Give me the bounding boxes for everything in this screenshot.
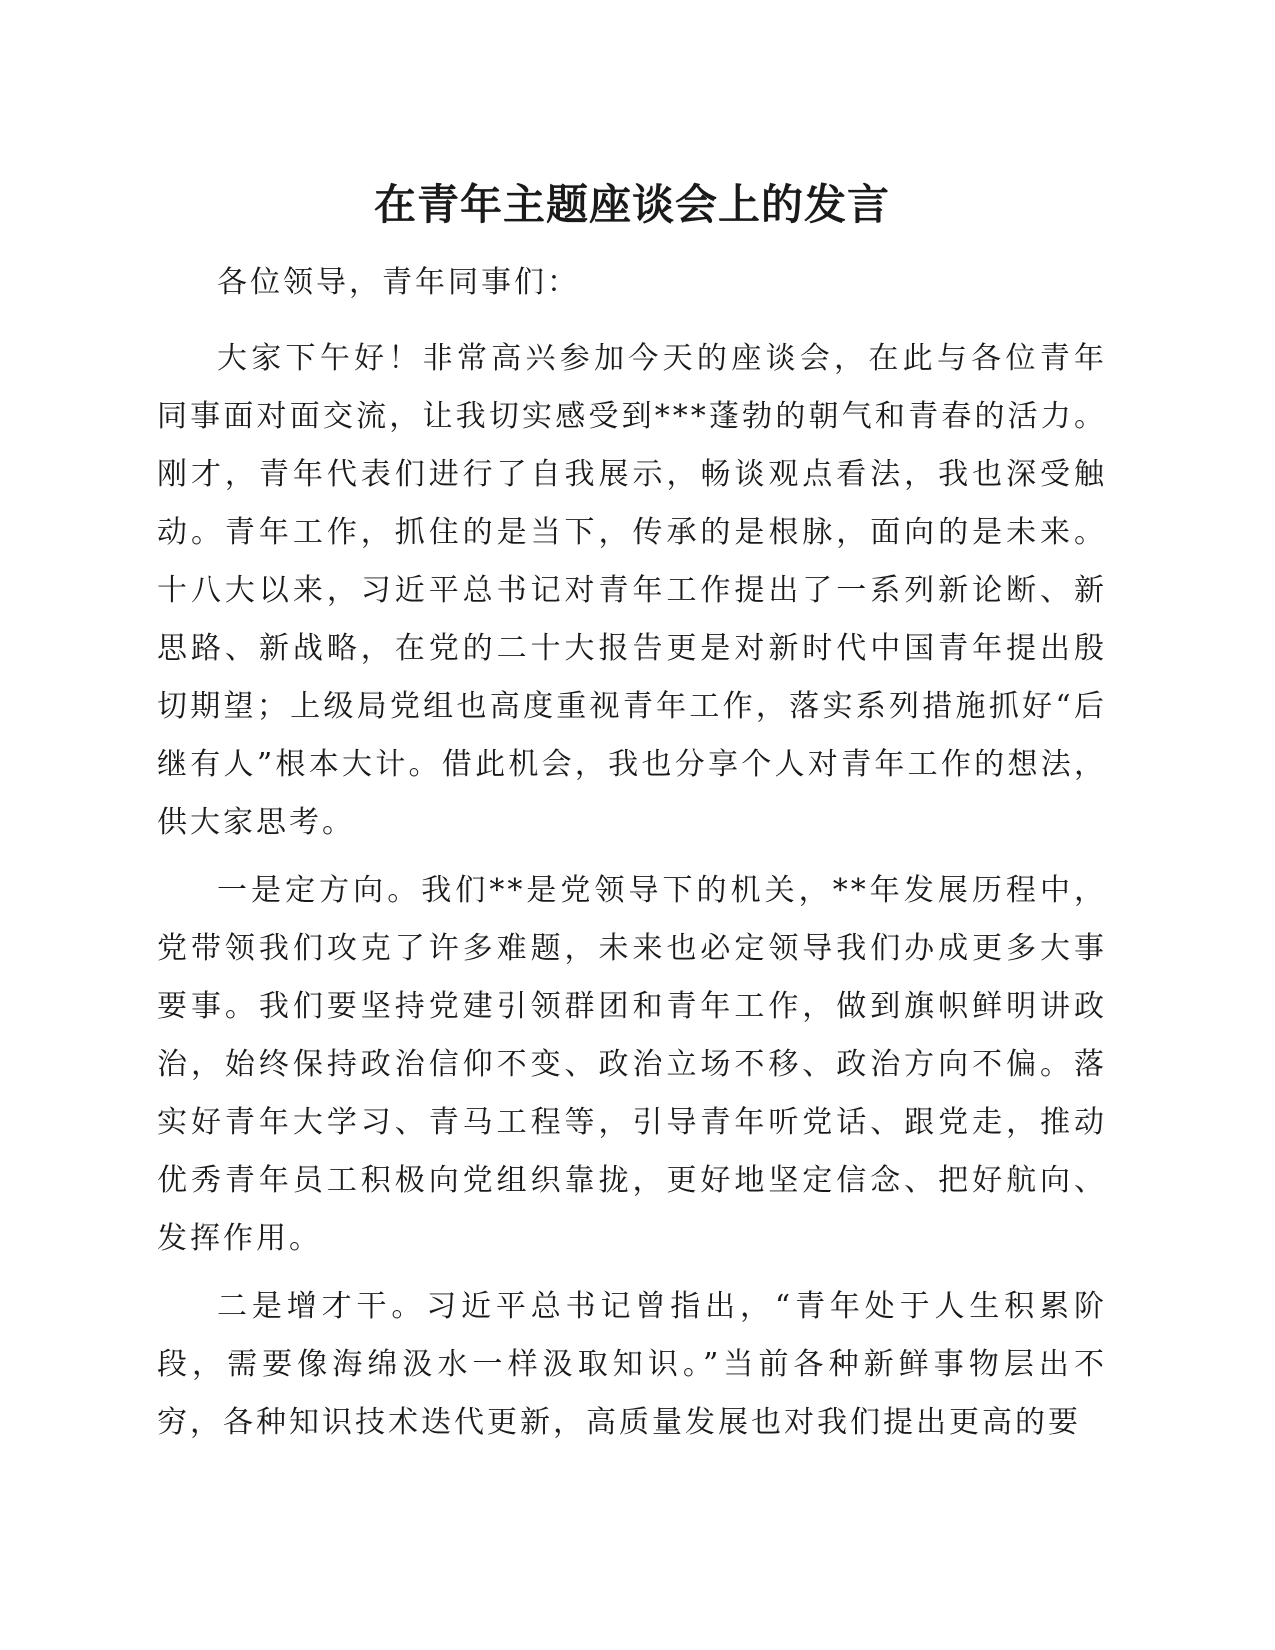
paragraph-direction: 一是定方向。我们**是党领导下的机关，**年发展历程中，党带领我们攻克了许多难题，未来也必定领导我们办成更多大事要事。我们要坚持党建引领群团和青年工作，做到旗帜鲜明讲政治，始终保持政治信仰不变、政治立场不移、政治方向不偏。落实好青年大学习、青马工程等，引导青年听党话、跟党走，推动优秀青年员工积极向党组织靠拢，更好地坚定信念、把好航向、发挥作用。 — [157, 873, 1107, 1256]
paragraph-opening: 大家下午好！非常高兴参加今天的座谈会，在此与各位青年同事面对面交流，让我切实感受到***蓬勃的朝气和青春的活力。刚才，青年代表们进行了自我展示，畅谈观点看法，我也深受触动。青年工作，抓住的是当下，传承的是根脉，面向的是未来。十八大以来，习近平总书记对青年工作提出了一系列新论断、新思路、新战略，在党的二十大报告更是对新时代中国青年提出殷切期望；上级局党组也高度重视青年工作，落实系列措施抓好“后继有人”根本大计。借此机会，我也分享个人对青年工作的想法，供大家思考。 — [157, 341, 1107, 840]
salutation: 各位领导，青年同事们： — [217, 265, 580, 300]
paragraph-ability: 二是增才干。习近平总书记曾指出，“青年处于人生积累阶段，需要像海绵汲水一样汲取知识。”当前各种新鲜事物层出不穷，各种知识技术迭代更新，高质量发展也对我们提出更高的要 — [157, 1289, 1107, 1440]
document-body — [157, 170, 1107, 1462]
document-title: 在青年主题座谈会上的发言 — [373, 180, 890, 229]
